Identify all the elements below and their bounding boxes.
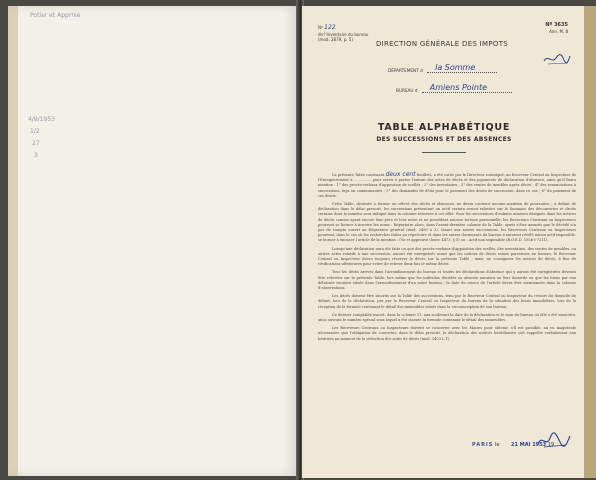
direction-heading: DIRECTION GÉNÉRALE DES IMPOTS — [375, 40, 509, 48]
binding-tape — [8, 6, 18, 476]
departement-field — [388, 63, 497, 73]
form-ref: Ann. M. 8 — [549, 29, 568, 34]
signature-icon — [536, 430, 572, 450]
sep: le — [494, 442, 500, 448]
form-reference — [545, 22, 568, 35]
city: PARIS — [472, 442, 494, 448]
departement-value: la Somme — [435, 63, 476, 72]
paragraph-6: Ce dernier comptable inscrit, dans la colonne 11, aux soulevant la date de la déclaration et le nom du bureau où elle a été souscrite, ainsi ouvrant le numéro spécial sous lequel a été classée la formule contenant le détail des immeubles. — [318, 312, 576, 323]
inventory-line2: (mod. 2879, p. 5) — [318, 36, 353, 42]
form-page — [302, 6, 586, 478]
margin-note: 1/2 — [30, 128, 40, 135]
departement-label: DÉPARTEMENT d — [388, 68, 423, 73]
paragraph-3: Lorsqu'une déclaration aura été faite ou que des procès-verbaux d'apposition des scellés, des inventaires, des ventes de meubles, ou autres actes relatifs à une succession, auront été enregistrés avant que les notices de décès soient parvenues au bureau, le Receveur Central ou Inspecteur devra toujours réserver le décès sur la présente Table ; mais, ne consignera les notices de décès, à fins de vérifications ultérieures pour éviter de relever deux fois le même décès. — [318, 246, 576, 267]
paragraph-1: La présente Table contenant deux cent feuillets, a été cotée par le Directeur soussigné, au Receveur Central ou Inspecteur de l'Enregistrement à ............... pour servir à porter l'extrait des actes de décès et des jugements de déclaration d'absence, ainsi qu'il finira mention : 1° des procès-verbaux d'apposition de scellés ; 2° des inventaires ; 3° des ventes de meubles après décès ; 4° des renonciations à successions, legs ou communautés ; 5° des demandes de délai pour le paiement des droits de succession, dans ce cas ; 6° du paiement de ces droits. — [318, 171, 576, 198]
page-edge — [584, 6, 596, 478]
bureau-value: Amiens Pointe — [429, 83, 488, 92]
bureau-label: BUREAU d — [396, 88, 418, 93]
document-title: TABLE ALPHABÉTIQUE — [377, 122, 511, 133]
inventory-number: 122 — [324, 24, 336, 31]
margin-note: 27 — [32, 140, 40, 147]
margin-note: 3 — [34, 152, 38, 159]
title-rule — [422, 152, 466, 153]
inventory-line1: de l'Inventaire du bureau — [318, 31, 369, 37]
paragraph-5: Les décès doivent être inscrits sur la Table des successions, tenu par le Receveur Central ou Inspecteur du ressort du domicile du défunt, lors de la déclaration, par par le Receveur Central ou Inspecteur du bureau de la situation des biens immobiliers, lors de la réception de la formule contenant le détail des immeubles situés dans la circonscription de son bureau. — [318, 294, 576, 309]
bureau-field — [396, 83, 512, 93]
form-number: Nº 3635 — [545, 22, 568, 28]
margin-notes — [28, 116, 58, 176]
year-suffix: 19 — [547, 442, 555, 448]
signature-bottom — [536, 430, 572, 454]
body-text — [318, 172, 576, 345]
signature-icon — [542, 52, 572, 66]
signature-top — [542, 52, 572, 69]
document-subtitle: DES SUCCESSIONS ET DES ABSENCES — [376, 136, 512, 143]
paragraph-7: Les Receveurs Centraux ou Inspecteurs doivent se concerter avec les Maires pour obtenir, s'il est possible, au vu magistrale nécessaires que l'obligation de concerter, dans le délai prescrit, la déclaration des notices héréditaires soit rappelée verbalement aux héritiers au moment de la réduction des actes de décès (mod. 2403 L.T). — [318, 326, 576, 341]
left-blank-page — [8, 6, 298, 476]
inventory-header — [318, 24, 378, 42]
number-label: Nº — [318, 25, 323, 30]
paragraph-2: Cette Table, destinée à former un rélevé des décès et absences, ne devra contenir aucune mention de poursuites ; à défaut de déclaration dans le délai prescrit, les successions présentant un actif certain seront relevées sur le Sommier des découvertes et droits certains dont le numéro sera indiqué dans la colonne réservée à cet effet. Pour les successions d'enfants mineurs désignés dans les notices de décès comme ayant encore leur père et leur mère et ne possédant aucune fortune personnelle, les Receveurs Centraux ou Inspecteurs pourront se borner à inscrire les noms : Répertoire alors, dans l'avant-dernière colonne de la Table, après s'être assurés que le décédé n'a pas de compte ouvert au Répertoire général (mod. 2490 à 2). Quant aux autres successions, les Receveurs Centraux ou Inspecteurs pourront, dans le cas où les recherches faites au répertoire et dans les autres documents du bureau n'auraient révélé aucun actif imposable, se borner à énoncer l'article de la mention : (Vu et approuvé (Instr. 4473, § 5) ou : Actif non imposable (B.O.E.D. 1956-I-7211). — [318, 202, 576, 243]
paragraph-4: Tous les décès arrivés dans l'arrondissement du bureau et toutes les déclarations d'absence qui y auront été enregistrées devront être relevées sur la présente Table, lors même que les individus décédés ou absents auraient eu leur domicile ou que les biens par eux délaissés seraient situés dans l'arrondissement d'un autre bureau ; la date du renvoi de l'article devra être mentionnée dans la colonne d'observations. — [318, 270, 576, 291]
corner-note: Potier et Apprrse — [30, 12, 81, 19]
filled-count: deux cent — [385, 171, 416, 178]
date-stamp: 21 MAI 1953 — [511, 442, 547, 448]
margin-note: 4/9/1953 — [28, 116, 55, 123]
